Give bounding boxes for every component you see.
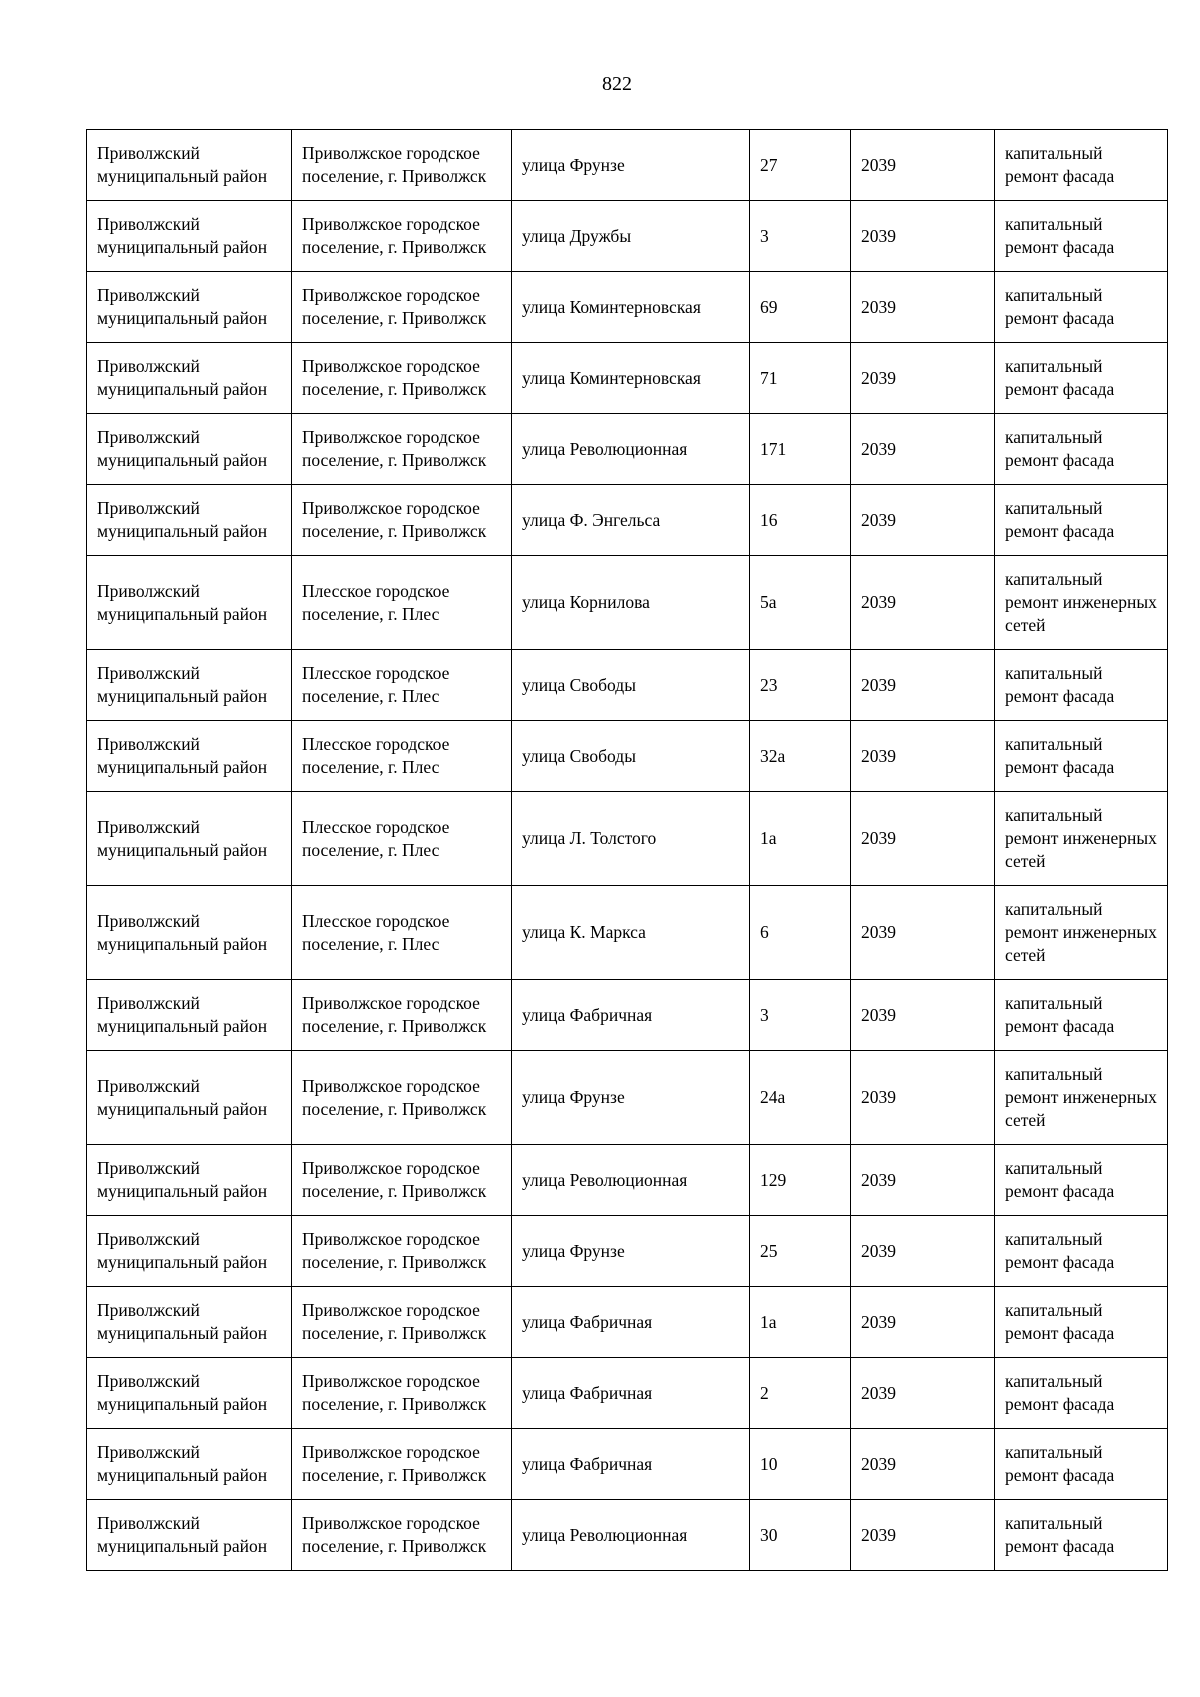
table-row xyxy=(87,272,1168,343)
cell-house-number: 27 xyxy=(750,130,851,201)
table-row xyxy=(87,980,1168,1051)
cell-house-number: 71 xyxy=(750,343,851,414)
table-row xyxy=(87,1358,1168,1429)
cell-year: 2039 xyxy=(851,1051,995,1145)
cell-year: 2039 xyxy=(851,343,995,414)
cell-street: улица Революционная xyxy=(512,414,750,485)
cell-year: 2039 xyxy=(851,792,995,886)
cell-house-number: 16 xyxy=(750,485,851,556)
table-row xyxy=(87,650,1168,721)
table-row xyxy=(87,1051,1168,1145)
cell-street: улица Фабричная xyxy=(512,1287,750,1358)
cell-year: 2039 xyxy=(851,980,995,1051)
cell-work-type: капитальный ремонт инженерных сетей xyxy=(995,792,1168,886)
cell-year: 2039 xyxy=(851,130,995,201)
cell-work-type: капитальный ремонт инженерных сетей xyxy=(995,886,1168,980)
cell-year: 2039 xyxy=(851,1358,995,1429)
cell-street: улица Фрунзе xyxy=(512,1051,750,1145)
cell-work-type: капитальный ремонт фасада xyxy=(995,130,1168,201)
cell-year: 2039 xyxy=(851,1500,995,1571)
cell-settlement: Приволжское городское поселение, г. Приволжск xyxy=(292,1216,512,1287)
cell-street: улица Ф. Энгельса xyxy=(512,485,750,556)
cell-district: Приволжский муниципальный район xyxy=(87,980,292,1051)
cell-work-type: капитальный ремонт фасада xyxy=(995,201,1168,272)
cell-house-number: 32а xyxy=(750,721,851,792)
cell-house-number: 129 xyxy=(750,1145,851,1216)
cell-work-type: капитальный ремонт инженерных сетей xyxy=(995,556,1168,650)
cell-street: улица Свободы xyxy=(512,650,750,721)
cell-house-number: 2 xyxy=(750,1358,851,1429)
cell-district: Приволжский муниципальный район xyxy=(87,556,292,650)
cell-year: 2039 xyxy=(851,485,995,556)
cell-settlement: Приволжское городское поселение, г. Приволжск xyxy=(292,343,512,414)
cell-district: Приволжский муниципальный район xyxy=(87,1500,292,1571)
cell-year: 2039 xyxy=(851,1145,995,1216)
cell-settlement: Плесское городское поселение, г. Плес xyxy=(292,792,512,886)
cell-work-type: капитальный ремонт фасада xyxy=(995,1358,1168,1429)
cell-year: 2039 xyxy=(851,1216,995,1287)
cell-year: 2039 xyxy=(851,272,995,343)
cell-settlement: Плесское городское поселение, г. Плес xyxy=(292,556,512,650)
cell-work-type: капитальный ремонт фасада xyxy=(995,343,1168,414)
table-row xyxy=(87,1429,1168,1500)
page-number: 822 xyxy=(602,73,632,95)
cell-house-number: 1а xyxy=(750,1287,851,1358)
cell-house-number: 30 xyxy=(750,1500,851,1571)
cell-work-type: капитальный ремонт фасада xyxy=(995,1500,1168,1571)
cell-work-type: капитальный ремонт фасада xyxy=(995,485,1168,556)
table-row xyxy=(87,343,1168,414)
cell-year: 2039 xyxy=(851,650,995,721)
table-body xyxy=(87,130,1168,1571)
cell-house-number: 5а xyxy=(750,556,851,650)
cell-district: Приволжский муниципальный район xyxy=(87,343,292,414)
cell-house-number: 23 xyxy=(750,650,851,721)
cell-settlement: Плесское городское поселение, г. Плес xyxy=(292,886,512,980)
cell-house-number: 171 xyxy=(750,414,851,485)
cell-settlement: Приволжское городское поселение, г. Приволжск xyxy=(292,1358,512,1429)
cell-district: Приволжский муниципальный район xyxy=(87,1429,292,1500)
cell-street: улица Корнилова xyxy=(512,556,750,650)
cell-settlement: Приволжское городское поселение, г. Приволжск xyxy=(292,1287,512,1358)
cell-district: Приволжский муниципальный район xyxy=(87,485,292,556)
cell-settlement: Приволжское городское поселение, г. Приволжск xyxy=(292,1145,512,1216)
cell-street: улица Революционная xyxy=(512,1500,750,1571)
table-row xyxy=(87,485,1168,556)
cell-settlement: Приволжское городское поселение, г. Приволжск xyxy=(292,1051,512,1145)
cell-settlement: Приволжское городское поселение, г. Приволжск xyxy=(292,1429,512,1500)
cell-street: улица Фрунзе xyxy=(512,130,750,201)
cell-district: Приволжский муниципальный район xyxy=(87,201,292,272)
cell-district: Приволжский муниципальный район xyxy=(87,1051,292,1145)
cell-work-type: капитальный ремонт фасада xyxy=(995,414,1168,485)
table-row xyxy=(87,556,1168,650)
cell-house-number: 25 xyxy=(750,1216,851,1287)
cell-street: улица Фабричная xyxy=(512,1358,750,1429)
table-row xyxy=(87,1216,1168,1287)
cell-settlement: Приволжское городское поселение, г. Приволжск xyxy=(292,130,512,201)
cell-work-type: капитальный ремонт фасада xyxy=(995,1429,1168,1500)
cell-street: улица Фрунзе xyxy=(512,1216,750,1287)
cell-year: 2039 xyxy=(851,414,995,485)
cell-settlement: Приволжское городское поселение, г. Приволжск xyxy=(292,485,512,556)
cell-settlement: Приволжское городское поселение, г. Приволжск xyxy=(292,414,512,485)
cell-district: Приволжский муниципальный район xyxy=(87,721,292,792)
table-row xyxy=(87,1145,1168,1216)
cell-work-type: капитальный ремонт инженерных сетей xyxy=(995,1051,1168,1145)
cell-work-type: капитальный ремонт фасада xyxy=(995,1145,1168,1216)
cell-work-type: капитальный ремонт фасада xyxy=(995,272,1168,343)
table-row xyxy=(87,1287,1168,1358)
cell-year: 2039 xyxy=(851,1429,995,1500)
cell-settlement: Плесское городское поселение, г. Плес xyxy=(292,721,512,792)
cell-settlement: Плесское городское поселение, г. Плес xyxy=(292,650,512,721)
cell-work-type: капитальный ремонт фасада xyxy=(995,980,1168,1051)
cell-district: Приволжский муниципальный район xyxy=(87,1287,292,1358)
cell-street: улица Свободы xyxy=(512,721,750,792)
cell-year: 2039 xyxy=(851,886,995,980)
cell-settlement: Приволжское городское поселение, г. Приволжск xyxy=(292,201,512,272)
cell-district: Приволжский муниципальный район xyxy=(87,1145,292,1216)
table-row xyxy=(87,1500,1168,1571)
cell-year: 2039 xyxy=(851,556,995,650)
table-row xyxy=(87,792,1168,886)
cell-street: улица Коминтерновская xyxy=(512,272,750,343)
cell-house-number: 3 xyxy=(750,980,851,1051)
cell-district: Приволжский муниципальный район xyxy=(87,414,292,485)
cell-district: Приволжский муниципальный район xyxy=(87,886,292,980)
cell-year: 2039 xyxy=(851,1287,995,1358)
cell-settlement: Приволжское городское поселение, г. Приволжск xyxy=(292,272,512,343)
cell-street: улица К. Маркса xyxy=(512,886,750,980)
cell-district: Приволжский муниципальный район xyxy=(87,130,292,201)
cell-house-number: 3 xyxy=(750,201,851,272)
cell-district: Приволжский муниципальный район xyxy=(87,792,292,886)
cell-settlement: Приволжское городское поселение, г. Приволжск xyxy=(292,980,512,1051)
cell-year: 2039 xyxy=(851,721,995,792)
cell-district: Приволжский муниципальный район xyxy=(87,272,292,343)
cell-house-number: 69 xyxy=(750,272,851,343)
repair-schedule-table xyxy=(86,129,1168,1571)
cell-street: улица Дружбы xyxy=(512,201,750,272)
table-row xyxy=(87,414,1168,485)
cell-settlement: Приволжское городское поселение, г. Приволжск xyxy=(292,1500,512,1571)
cell-house-number: 10 xyxy=(750,1429,851,1500)
cell-district: Приволжский муниципальный район xyxy=(87,1216,292,1287)
table-row xyxy=(87,201,1168,272)
cell-street: улица Коминтерновская xyxy=(512,343,750,414)
cell-district: Приволжский муниципальный район xyxy=(87,1358,292,1429)
cell-district: Приволжский муниципальный район xyxy=(87,650,292,721)
cell-work-type: капитальный ремонт фасада xyxy=(995,721,1168,792)
cell-house-number: 24а xyxy=(750,1051,851,1145)
cell-street: улица Революционная xyxy=(512,1145,750,1216)
cell-house-number: 1а xyxy=(750,792,851,886)
cell-street: улица Фабричная xyxy=(512,980,750,1051)
cell-street: улица Фабричная xyxy=(512,1429,750,1500)
cell-street: улица Л. Толстого xyxy=(512,792,750,886)
table-row xyxy=(87,130,1168,201)
cell-year: 2039 xyxy=(851,201,995,272)
cell-work-type: капитальный ремонт фасада xyxy=(995,650,1168,721)
cell-work-type: капитальный ремонт фасада xyxy=(995,1216,1168,1287)
cell-work-type: капитальный ремонт фасада xyxy=(995,1287,1168,1358)
table-row xyxy=(87,886,1168,980)
cell-house-number: 6 xyxy=(750,886,851,980)
table-row xyxy=(87,721,1168,792)
